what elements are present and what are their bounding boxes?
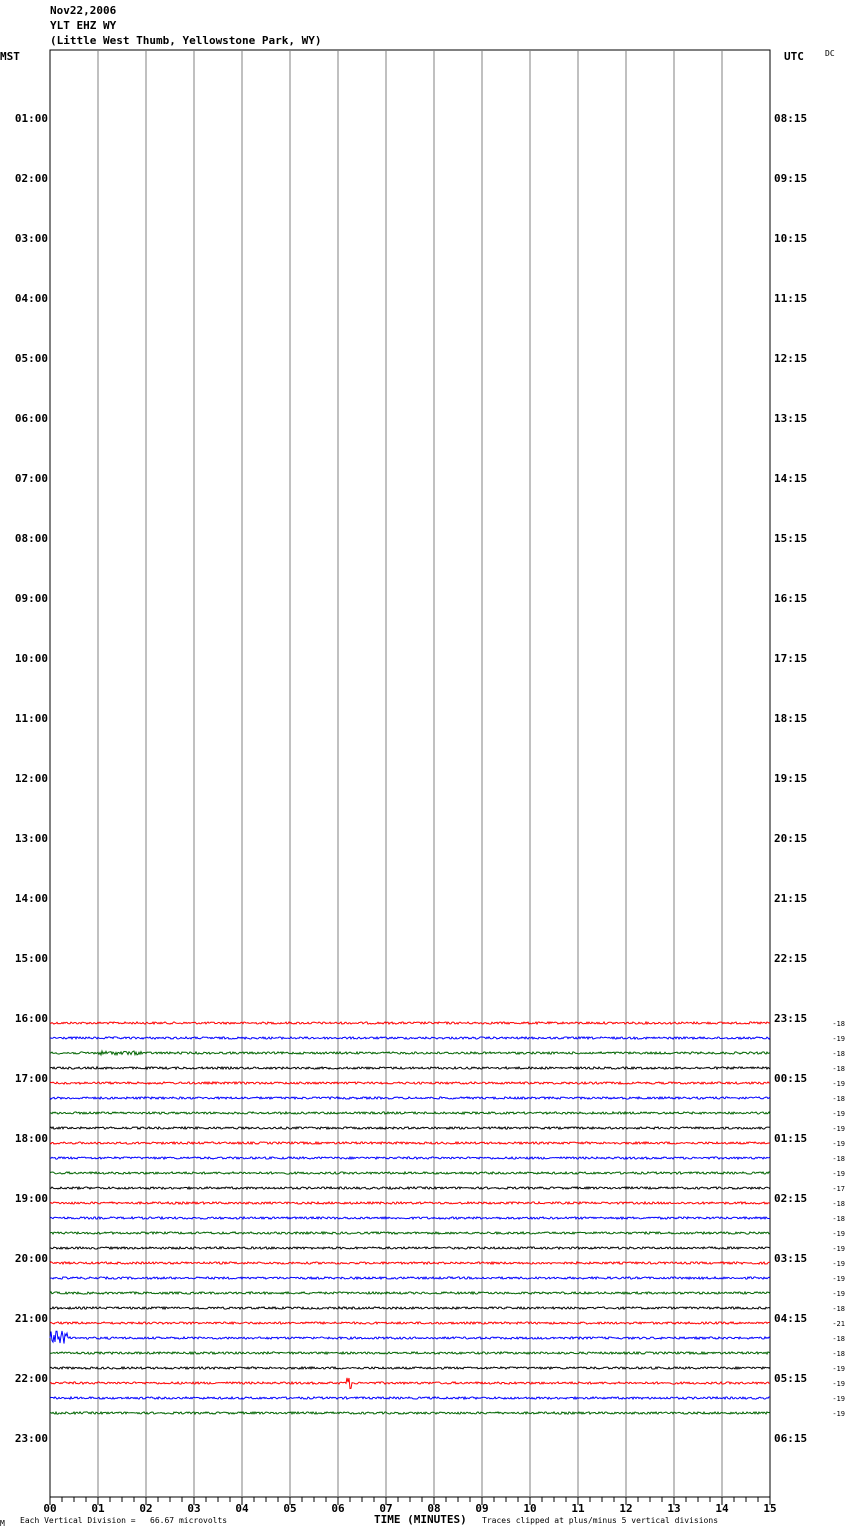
left-hour-label: 03:00 [14,232,48,245]
seismic-trace [50,1247,770,1249]
seismic-trace [50,1127,770,1129]
right-hour-label: 21:15 [774,892,808,905]
x-tick-label: 11 [571,1502,585,1515]
left-hour-label: 21:00 [14,1312,48,1325]
trace-offset-label: -19 [832,1275,845,1283]
left-hour-label: 08:00 [14,532,48,545]
right-hour-label: 16:15 [774,592,808,605]
dc-tag: DC [825,49,835,58]
right-hour-label: 04:15 [774,1312,808,1325]
x-tick-label: 01 [91,1502,105,1515]
trace-offset-label: -19 [832,1410,845,1418]
seismic-trace [50,1262,770,1264]
left-hour-label: 17:00 [14,1072,48,1085]
seismic-trace [50,1157,770,1159]
trace-offset-label: -18 [832,1095,845,1103]
seismic-trace [50,1082,770,1084]
x-tick-label: 07 [379,1502,393,1515]
trace-offset-label: -18 [832,1350,845,1358]
clip-note: Traces clipped at plus/minus 5 vertical divisions [482,1516,719,1525]
right-hour-label: 02:15 [774,1192,808,1205]
right-hour-label: 12:15 [774,352,808,365]
right-hour-label: 20:15 [774,832,808,845]
trace-offset-label: -19 [832,1260,845,1268]
seismic-trace [50,1142,770,1144]
x-tick-label: 12 [619,1502,633,1515]
left-hour-label: 19:00 [14,1192,48,1205]
trace-offset-label: -19 [832,1110,845,1118]
trace-offset-label: -19 [832,1290,845,1298]
trace-offset-label: -19 [832,1035,845,1043]
left-hour-label: 15:00 [14,952,48,965]
trace-offset-label: -18 [832,1065,845,1073]
x-tick-label: 05 [283,1502,297,1515]
seismic-trace [50,1292,770,1294]
right-hour-label: 01:15 [774,1132,808,1145]
left-hour-label: 07:00 [14,472,48,485]
seismic-trace [50,1172,770,1174]
seismic-trace [50,1232,770,1234]
seismic-trace [50,1367,770,1369]
station-label: YLT EHZ WY [50,19,117,32]
right-hour-label: 09:15 [774,172,808,185]
right-hour-label: 08:15 [774,112,808,125]
seismic-trace [50,1217,770,1219]
right-hour-label: 11:15 [774,292,808,305]
seismic-trace [50,1037,770,1039]
trace-offset-label: -19 [832,1170,845,1178]
right-hour-label: 14:15 [774,472,808,485]
x-tick-label: 02 [139,1502,153,1515]
left-hour-label: 04:00 [14,292,48,305]
trace-offset-label: -19 [832,1230,845,1238]
division-note: Each Vertical Division = 66.67 microvolts [20,1516,228,1525]
seismic-trace [50,1412,770,1414]
seismic-trace [50,1067,770,1069]
right-hour-label: 17:15 [774,652,808,665]
seismic-trace [50,1051,770,1055]
x-tick-label: 10 [523,1502,537,1515]
right-hour-label: 23:15 [774,1012,808,1025]
right-hour-label: 15:15 [774,532,808,545]
right-hour-label: 05:15 [774,1372,808,1385]
right-hour-label: 00:15 [774,1072,808,1085]
left-hour-label: 20:00 [14,1252,48,1265]
seismic-trace [50,1307,770,1309]
location-label: (Little West Thumb, Yellowstone Park, WY) [50,34,322,47]
left-hour-label: 12:00 [14,772,48,785]
left-hour-label: 22:00 [14,1372,48,1385]
left-hour-label: 09:00 [14,592,48,605]
left-hour-label: 23:00 [14,1432,48,1445]
right-hour-label: 19:15 [774,772,808,785]
x-tick-label: 03 [187,1502,201,1515]
left-timezone-label: MST [0,50,20,63]
trace-offset-label: -19 [832,1125,845,1133]
plot-frame [50,50,770,1497]
trace-offset-label: -19 [832,1080,845,1088]
trace-offset-label: -18 [832,1155,845,1163]
left-hour-label: 05:00 [14,352,48,365]
right-hour-label: 03:15 [774,1252,808,1265]
trace-offset-label: -17 [832,1185,845,1193]
seismic-trace [50,1097,770,1099]
left-hour-label: 10:00 [14,652,48,665]
x-tick-label: 15 [763,1502,777,1515]
x-tick-label: 06 [331,1502,345,1515]
seismic-trace [50,1187,770,1189]
x-tick-label: 00 [43,1502,57,1515]
trace-offset-label: -19 [832,1140,845,1148]
left-hour-label: 14:00 [14,892,48,905]
seismic-trace [50,1277,770,1279]
x-axis-title: TIME (MINUTES) [374,1513,467,1526]
trace-offset-label: -18 [832,1215,845,1223]
trace-offset-label: -19 [832,1245,845,1253]
x-tick-label: 13 [667,1502,681,1515]
x-tick-label: 14 [715,1502,729,1515]
left-hour-label: 13:00 [14,832,48,845]
corner-mark: M [0,1519,5,1528]
right-hour-label: 06:15 [774,1432,808,1445]
right-hour-label: 18:15 [774,712,808,725]
left-hour-label: 06:00 [14,412,48,425]
left-hour-label: 02:00 [14,172,48,185]
left-hour-label: 16:00 [14,1012,48,1025]
seismic-trace [50,1397,770,1399]
seismic-trace [50,1378,770,1389]
right-hour-label: 13:15 [774,412,808,425]
trace-offset-label: -19 [832,1395,845,1403]
seismic-trace [50,1331,770,1344]
seismic-trace [50,1202,770,1204]
x-tick-label: 09 [475,1502,489,1515]
date-label: Nov22,2006 [50,4,117,17]
x-tick-label: 04 [235,1502,249,1515]
right-hour-label: 22:15 [774,952,808,965]
left-hour-label: 18:00 [14,1132,48,1145]
trace-offset-label: -18 [832,1050,845,1058]
right-timezone-label: UTC [784,50,804,63]
right-hour-label: 10:15 [774,232,808,245]
trace-offset-label: -18 [832,1200,845,1208]
trace-offset-label: -19 [832,1380,845,1388]
trace-offset-label: -18 [832,1335,845,1343]
trace-offset-label: -18 [832,1020,845,1028]
trace-offset-label: -19 [832,1365,845,1373]
seismic-trace [50,1112,770,1114]
seismic-trace [50,1322,770,1324]
trace-offset-label: -21 [832,1320,845,1328]
seismic-trace [50,1022,770,1024]
trace-offset-label: -18 [832,1305,845,1313]
left-hour-label: 01:00 [14,112,48,125]
seismic-trace [50,1352,770,1354]
left-hour-label: 11:00 [14,712,48,725]
x-tick-label: 08 [427,1502,441,1515]
